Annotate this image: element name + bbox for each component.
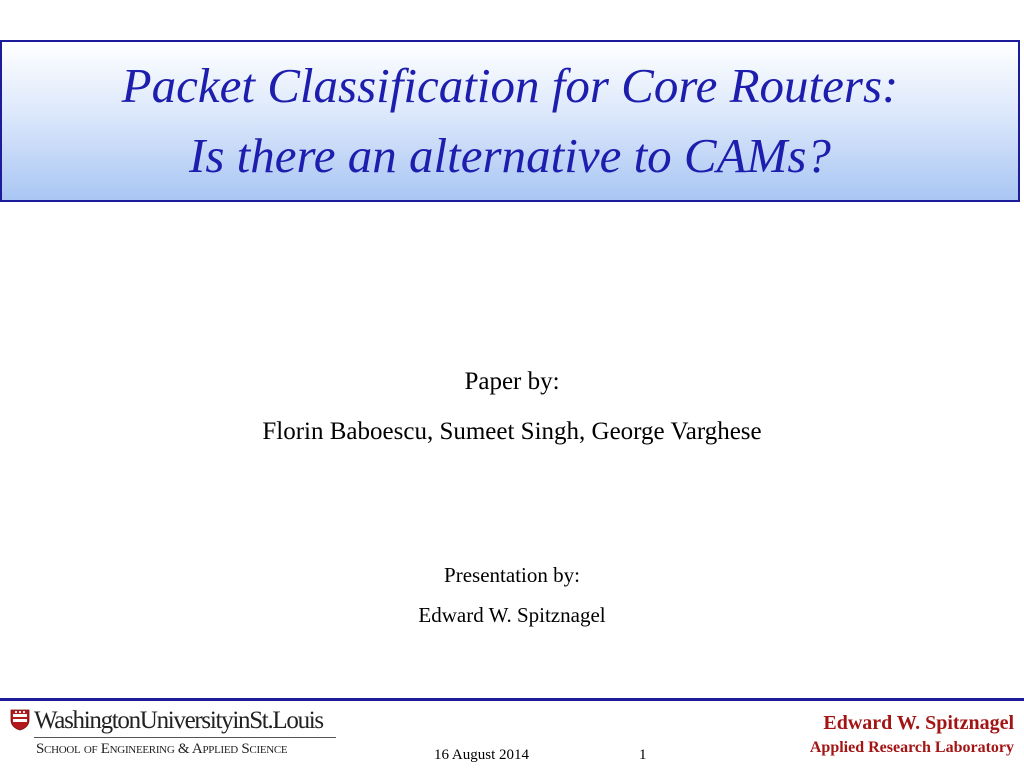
footer-divider [0, 698, 1024, 701]
logo-divider [34, 737, 336, 738]
presenter-name: Edward W. Spitznagel [418, 603, 606, 627]
footer-lab-name: Applied Research Laboratory [809, 739, 1014, 756]
footer-date: 16 August 2014 [434, 747, 530, 763]
page-number: 1 [639, 747, 647, 763]
presentation-by-label: Presentation by: [444, 563, 580, 587]
footer-author-name: Edward W. Spitznagel [823, 712, 1014, 734]
authors: Florin Baboescu, Sumeet Singh, George Varghese [262, 418, 762, 445]
title-line-1: Packet Classification for Core Routers: [121, 58, 899, 113]
logo-university-name: WashingtonUniversityinSt.Louis [34, 707, 323, 734]
logo-school-name: School of Engineering & Applied Science [36, 741, 288, 757]
university-logo [10, 707, 340, 759]
washu-shield-icon [10, 709, 30, 731]
paper-by-label: Paper by: [464, 368, 560, 395]
title-box [0, 40, 1020, 202]
title-line-2: Is there an alternative to CAMs? [189, 128, 831, 183]
